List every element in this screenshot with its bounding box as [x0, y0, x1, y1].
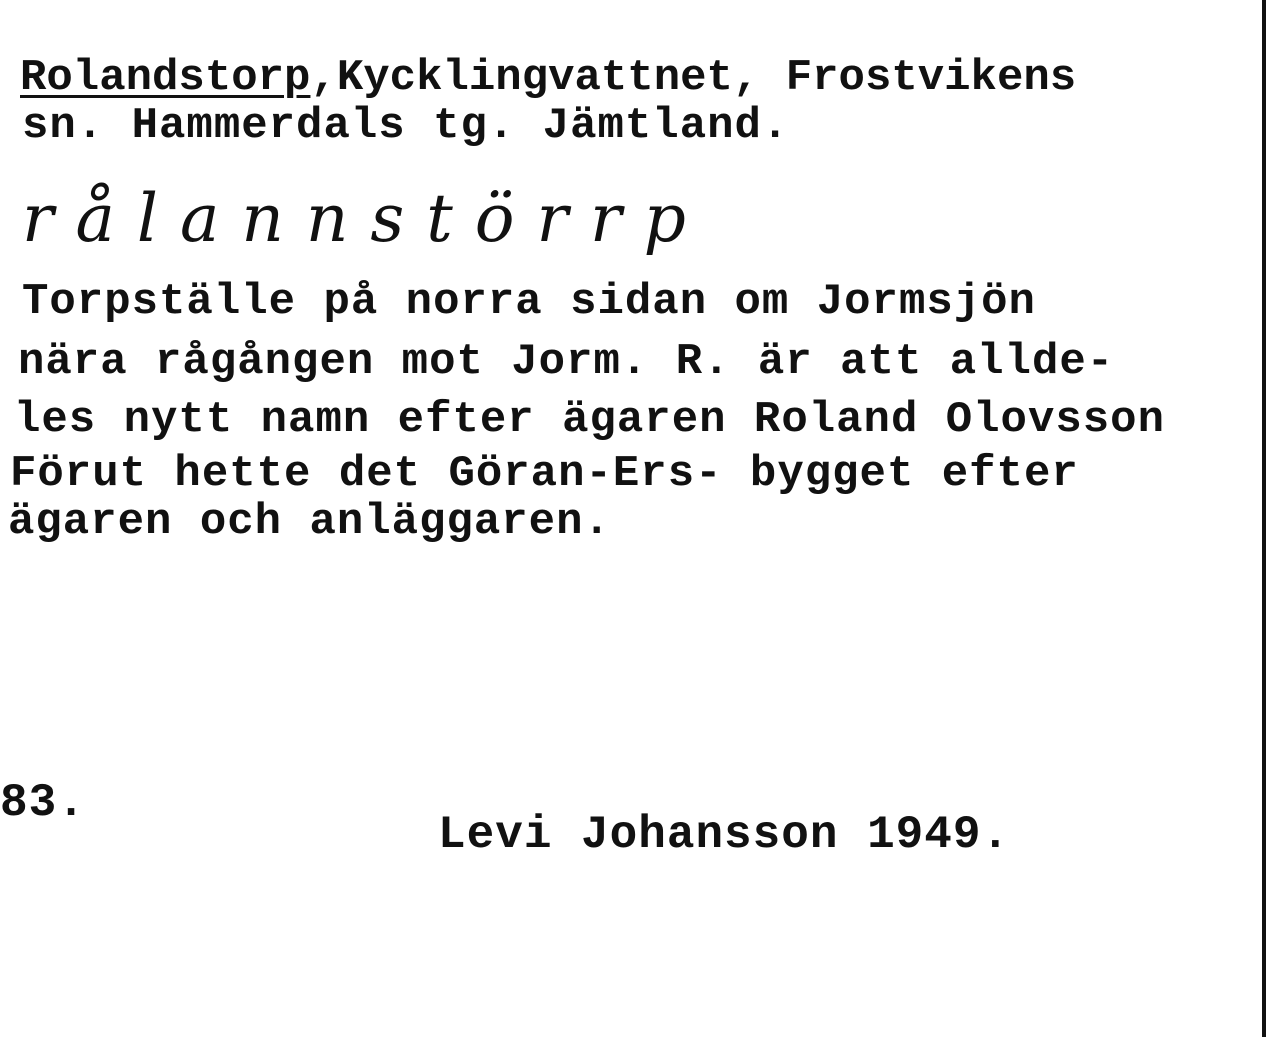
- heading-line-2: sn. Hammerdals tg. Jämtland.: [22, 101, 790, 151]
- signature: Levi Johansson 1949.: [438, 809, 1011, 861]
- place-name: Rolandstorp: [20, 53, 311, 103]
- body-line-1: Torpställe på norra sidan om Jormsjön: [22, 277, 1036, 327]
- heading-location: ,Kycklingvattnet, Frostvikens: [310, 53, 1077, 103]
- body-line-4: Förut hette det Göran-Ers- bygget efter: [10, 449, 1079, 499]
- card-edge-line: [1262, 0, 1266, 1037]
- card-number: 83.: [0, 777, 86, 829]
- heading-line-1: [20, 53, 1077, 103]
- phonetic-transcription: rålannstörrp: [22, 180, 708, 257]
- body-line-3: les nytt namn efter ägaren Roland Olovsson: [14, 395, 1165, 445]
- body-line-5: ägaren och anläggaren.: [8, 497, 611, 547]
- body-line-2: nära rågången mot Jorm. R. är att allde-: [18, 337, 1115, 387]
